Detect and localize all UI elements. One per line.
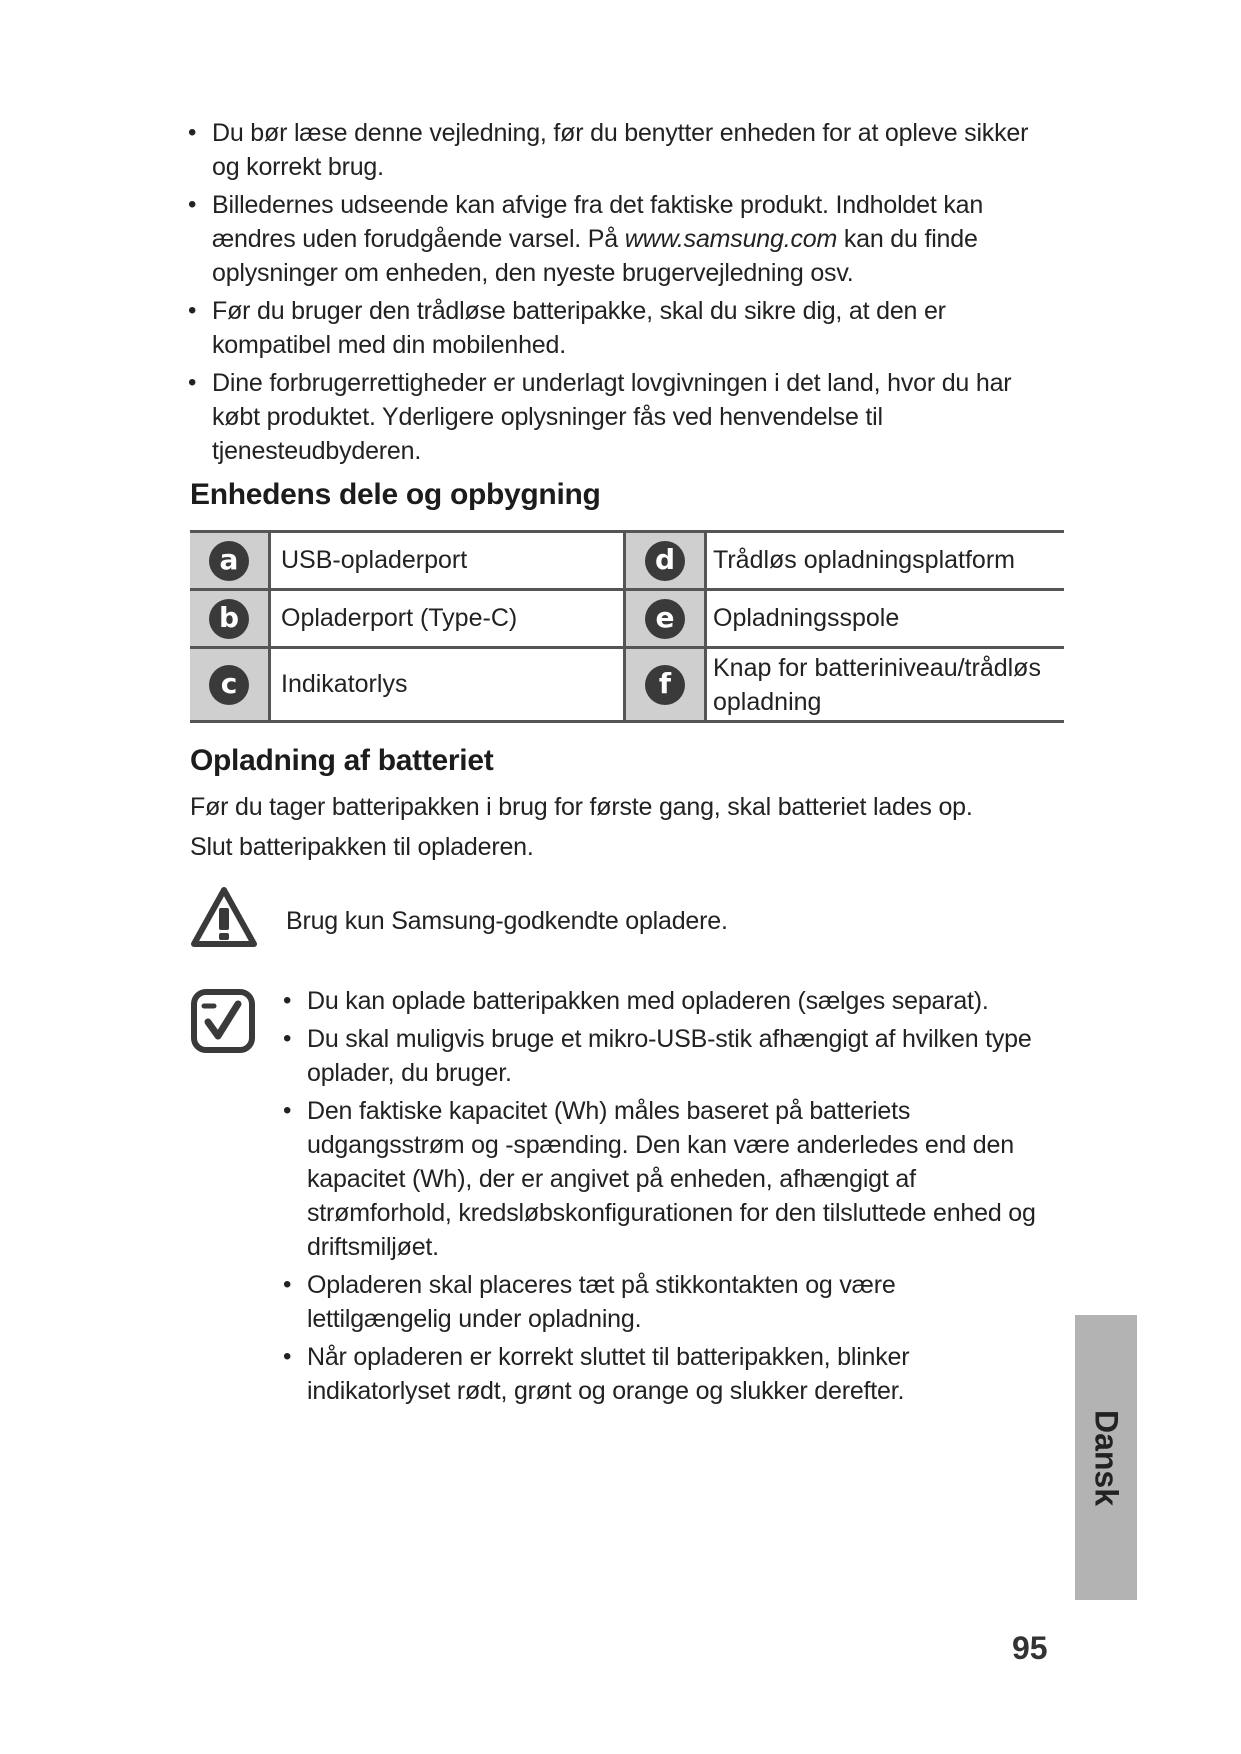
- part-label: USB-opladerport: [270, 532, 625, 590]
- note-item: • Når opladeren er korrekt sluttet til batteripakken, blinker indikatorlyset rødt, grønt og orange og slukker derefter.: [283, 1340, 1043, 1408]
- table-row: [190, 648, 1064, 722]
- note-item: • Du skal muligvis bruge et mikro-USB-stik afhængigt af hvilken type oplader, du bruger.: [283, 1022, 1043, 1090]
- intro-bullet-1: • Du bør læse denne vejledning, før du benytter enheden for at opleve sikker og korrekt brug.: [188, 116, 1038, 184]
- intro-bullet-2: [188, 188, 1038, 290]
- samsung-link[interactable]: www.samsung.com: [624, 225, 838, 253]
- note-item: • Du kan oplade batteripakken med opladeren (sælges separat).: [283, 984, 1043, 1018]
- part-b-icon: b: [209, 599, 249, 639]
- warning-text: Brug kun Samsung-godkendte opladere.: [286, 907, 728, 935]
- table-row: [190, 532, 1064, 590]
- part-f-icon: f: [645, 665, 685, 705]
- intro-bullet-3: • Før du bruger den trådløse batteripakke, skal du sikre dig, at den er kompatibel med din mobilenhed.: [188, 294, 1038, 362]
- intro-bullet-2-before: Billedernes udseende kan afvige fra det faktiske produkt. Indholdet kan ændres uden forudgående varsel. På: [212, 191, 984, 253]
- part-a-icon: a: [209, 541, 249, 581]
- note-pencil-icon: [190, 988, 256, 1054]
- part-label: Opladningsspole: [713, 604, 900, 632]
- language-tab: [1075, 1315, 1137, 1600]
- table-row: [190, 590, 1064, 648]
- part-label: Opladerport (Type-C): [270, 590, 625, 648]
- note-item: • Den faktiske kapacitet (Wh) måles baseret på batteriets udgangsstrøm og -spænding. Den kan være anderledes end den kapacitet (Wh), der er angivet på enheden, afhængigt af strømforhold, kredsløbskonfigurationen for den tilsluttede enhed og driftsmiljøet.: [283, 1094, 1043, 1264]
- charging-line-2: Slut batteripakken til opladeren.: [190, 833, 534, 861]
- note-item: • Opladeren skal placeres tæt på stikkontakten og være lettilgængelig under opladning.: [283, 1268, 1043, 1336]
- intro-bullets: [188, 116, 1038, 472]
- notes-list: [283, 984, 1043, 1412]
- parts-heading: Enhedens dele og opbygning: [190, 478, 601, 511]
- intro-bullet-4: • Dine forbrugerrettigheder er underlagt lovgivningen i det land, hvor du har købt produktet. Yderligere oplysninger fås ved henvendelse til tjenesteudbyderen.: [188, 366, 1038, 468]
- parts-table: [190, 530, 1064, 723]
- charging-heading: Opladning af batteriet: [190, 744, 494, 777]
- page-number: 95: [1012, 1630, 1048, 1666]
- part-label: Knap for batteriniveau/trådløs opladning: [713, 653, 1041, 716]
- intro-bullet-2-after: kan du finde oplysninger om enheden, den nyeste brugervejledning osv.: [212, 225, 978, 287]
- part-d-icon: d: [645, 541, 685, 581]
- part-e-icon: e: [645, 599, 685, 639]
- language-tab-label: Dansk: [1088, 1409, 1125, 1506]
- part-label: Trådløs opladningsplatform: [713, 546, 1015, 574]
- part-label: Indikatorlys: [270, 648, 625, 722]
- warning-triangle-icon: [190, 886, 258, 950]
- charging-line-1: Før du tager batteripakken i brug for første gang, skal batteriet lades op.: [190, 793, 973, 821]
- part-c-icon: c: [209, 665, 249, 705]
